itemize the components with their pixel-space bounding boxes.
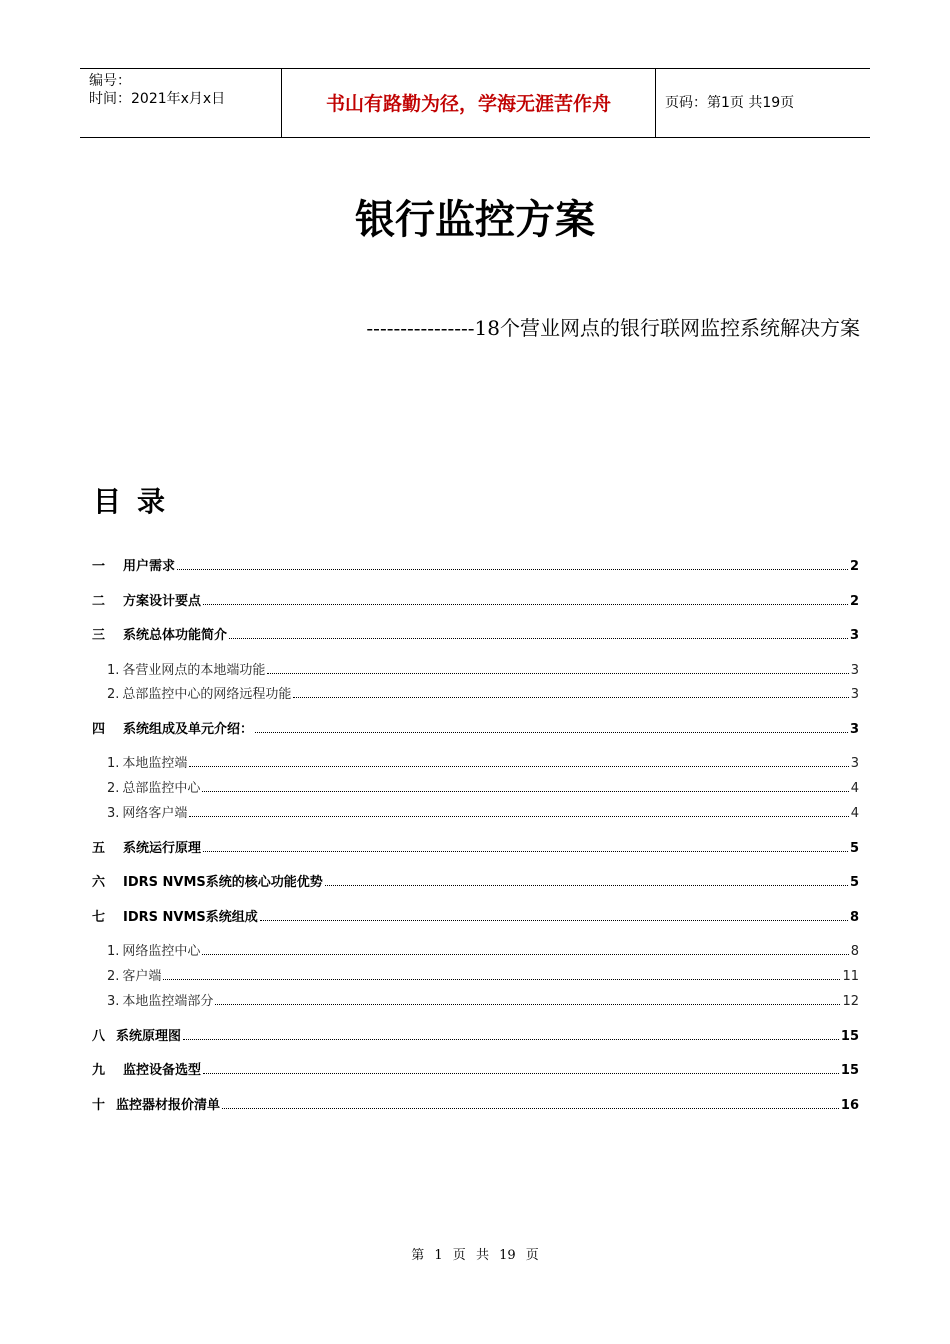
toc-dot-leader bbox=[203, 1072, 839, 1074]
toc-dot-leader bbox=[215, 1003, 840, 1005]
page-footer bbox=[0, 1247, 950, 1265]
toc-entry-page: 3 bbox=[849, 628, 859, 643]
toc-entry-title: 本地监控端部分 bbox=[122, 994, 214, 1009]
document-number-label: 编号： bbox=[89, 73, 131, 89]
toc-entry-number: 七 bbox=[92, 910, 106, 925]
header-motto: 书山有路勤为径，学海无涯苦作舟 bbox=[325, 93, 611, 115]
toc-entry[interactable] bbox=[92, 837, 859, 856]
toc-entry-number: 1. bbox=[107, 663, 120, 678]
toc-entry[interactable] bbox=[92, 555, 859, 574]
toc-dot-leader bbox=[163, 978, 840, 980]
toc-dot-leader bbox=[189, 815, 848, 817]
toc-entry[interactable] bbox=[92, 990, 859, 1009]
toc-entry-page: 16 bbox=[840, 1098, 859, 1113]
toc-entry-title: 监控器材报价清单 bbox=[116, 1098, 221, 1113]
toc-entry-title: 监控设备选型 bbox=[123, 1063, 202, 1078]
toc-entry-title: 总部监控中心 bbox=[122, 781, 201, 796]
toc-entry-page: 4 bbox=[850, 806, 859, 821]
toc-dot-leader bbox=[202, 790, 848, 792]
header-right-cell bbox=[656, 69, 870, 137]
toc-entry[interactable] bbox=[92, 1094, 859, 1113]
document-title: 银行监控方案 bbox=[355, 196, 595, 243]
toc-entry-page: 3 bbox=[850, 663, 859, 678]
footer-ye-2: 页 bbox=[525, 1248, 539, 1263]
toc-entry-title: 本地监控端 bbox=[122, 756, 188, 771]
toc-entry-page: 8 bbox=[850, 944, 859, 959]
toc-entry-page: 2 bbox=[849, 594, 859, 609]
toc-entry[interactable] bbox=[92, 940, 859, 959]
toc-dot-leader bbox=[222, 1107, 839, 1109]
footer-current-page: 1 bbox=[434, 1248, 443, 1263]
toc-entry[interactable] bbox=[92, 777, 859, 796]
toc-entry[interactable] bbox=[92, 871, 859, 890]
header-page-code: 页码：第1页 共19页 bbox=[665, 95, 795, 111]
toc-entry-number: 1. bbox=[107, 756, 120, 771]
toc-entry-number: 四 bbox=[92, 722, 106, 737]
toc-entry[interactable] bbox=[92, 683, 859, 702]
toc-dot-leader bbox=[293, 696, 848, 698]
toc-entry-number: 三 bbox=[92, 628, 106, 643]
toc-entry[interactable] bbox=[92, 1059, 859, 1078]
toc-entry-number: 一 bbox=[92, 559, 106, 574]
toc-entry-number: 六 bbox=[92, 875, 106, 890]
toc-entry[interactable] bbox=[92, 752, 859, 771]
toc-entry-page: 15 bbox=[840, 1063, 859, 1078]
toc-entry-number: 2. bbox=[107, 687, 120, 702]
toc-entry-title: 系统总体功能简介 bbox=[123, 628, 228, 643]
toc-entry-title: 网络监控中心 bbox=[122, 944, 201, 959]
toc-entry-number: 3. bbox=[107, 994, 120, 1009]
toc-entry-title: 方案设计要点 bbox=[123, 594, 202, 609]
toc-entry[interactable] bbox=[92, 802, 859, 821]
toc-entry-page: 5 bbox=[849, 875, 859, 890]
toc-entry-title: IDRS NVMS系统组成 bbox=[123, 910, 258, 925]
toc-entry-number: 九 bbox=[92, 1063, 106, 1078]
toc-entry-page: 3 bbox=[850, 687, 859, 702]
toc-entry[interactable] bbox=[92, 659, 859, 678]
toc-entry[interactable] bbox=[92, 1025, 859, 1044]
toc-entry-title: 总部监控中心的网络远程功能 bbox=[122, 687, 292, 702]
toc-entry[interactable] bbox=[92, 590, 859, 609]
toc-entry-number: 2. bbox=[107, 969, 120, 984]
header-center-cell bbox=[281, 69, 656, 137]
toc-entry-page: 15 bbox=[840, 1029, 859, 1044]
toc-entry-number: 二 bbox=[92, 594, 106, 609]
toc-entry-title: 网络客户端 bbox=[122, 806, 188, 821]
toc-dot-leader bbox=[260, 919, 848, 921]
toc-entry-number: 3. bbox=[107, 806, 120, 821]
toc-entry[interactable] bbox=[92, 624, 859, 643]
toc-entry-page: 3 bbox=[850, 756, 859, 771]
toc-dot-leader bbox=[325, 884, 848, 886]
toc-entry-title: IDRS NVMS系统的核心功能优势 bbox=[123, 875, 323, 890]
toc-entry[interactable] bbox=[92, 965, 859, 984]
footer-gong: 共 bbox=[475, 1248, 489, 1263]
toc-entry-page: 2 bbox=[849, 559, 859, 574]
toc-dot-leader bbox=[229, 637, 848, 639]
toc-entry-number: 五 bbox=[92, 841, 106, 856]
footer-di: 第 bbox=[411, 1248, 425, 1263]
toc-dot-leader bbox=[177, 568, 848, 570]
toc-entry-title: 系统原理图 bbox=[116, 1029, 182, 1044]
toc-entry-number: 2. bbox=[107, 781, 120, 796]
toc-entry-title: 各营业网点的本地端功能 bbox=[122, 663, 266, 678]
document-subtitle: ----------------18个营业网点的银行联网监控系统解决方案 bbox=[366, 316, 860, 340]
toc-entry-page: 11 bbox=[842, 969, 859, 984]
toc-entry-page: 5 bbox=[849, 841, 859, 856]
toc-dot-leader bbox=[203, 850, 848, 852]
toc-entry-number: 八 bbox=[92, 1029, 106, 1044]
toc-entry-number: 1. bbox=[107, 944, 120, 959]
document-time-label: 时间：2021年x月x日 bbox=[89, 91, 226, 107]
toc-entry-title: 用户需求 bbox=[123, 559, 176, 574]
toc-dot-leader bbox=[189, 765, 848, 767]
toc-entry-title: 客户端 bbox=[122, 969, 162, 984]
toc-dot-leader bbox=[203, 603, 848, 605]
toc-dot-leader bbox=[267, 672, 848, 674]
toc-entry-page: 3 bbox=[849, 722, 859, 737]
toc-heading: 目录 bbox=[93, 485, 182, 518]
toc-entry-number: 十 bbox=[92, 1098, 106, 1113]
header-left-cell bbox=[80, 69, 281, 137]
toc-entry-title: 系统组成及单元介绍： bbox=[123, 722, 254, 737]
toc-entry-title: 系统运行原理 bbox=[123, 841, 202, 856]
toc-dot-leader bbox=[255, 731, 848, 733]
footer-ye: 页 bbox=[452, 1248, 466, 1263]
toc-entry-page: 12 bbox=[842, 994, 859, 1009]
header-table bbox=[80, 68, 870, 138]
toc-entry-page: 4 bbox=[850, 781, 859, 796]
toc-entry[interactable] bbox=[92, 718, 859, 737]
footer-total-pages: 19 bbox=[499, 1248, 516, 1263]
toc-entry-page: 8 bbox=[849, 910, 859, 925]
toc-dot-leader bbox=[183, 1038, 839, 1040]
toc-dot-leader bbox=[202, 953, 848, 955]
toc-entry[interactable] bbox=[92, 906, 859, 925]
